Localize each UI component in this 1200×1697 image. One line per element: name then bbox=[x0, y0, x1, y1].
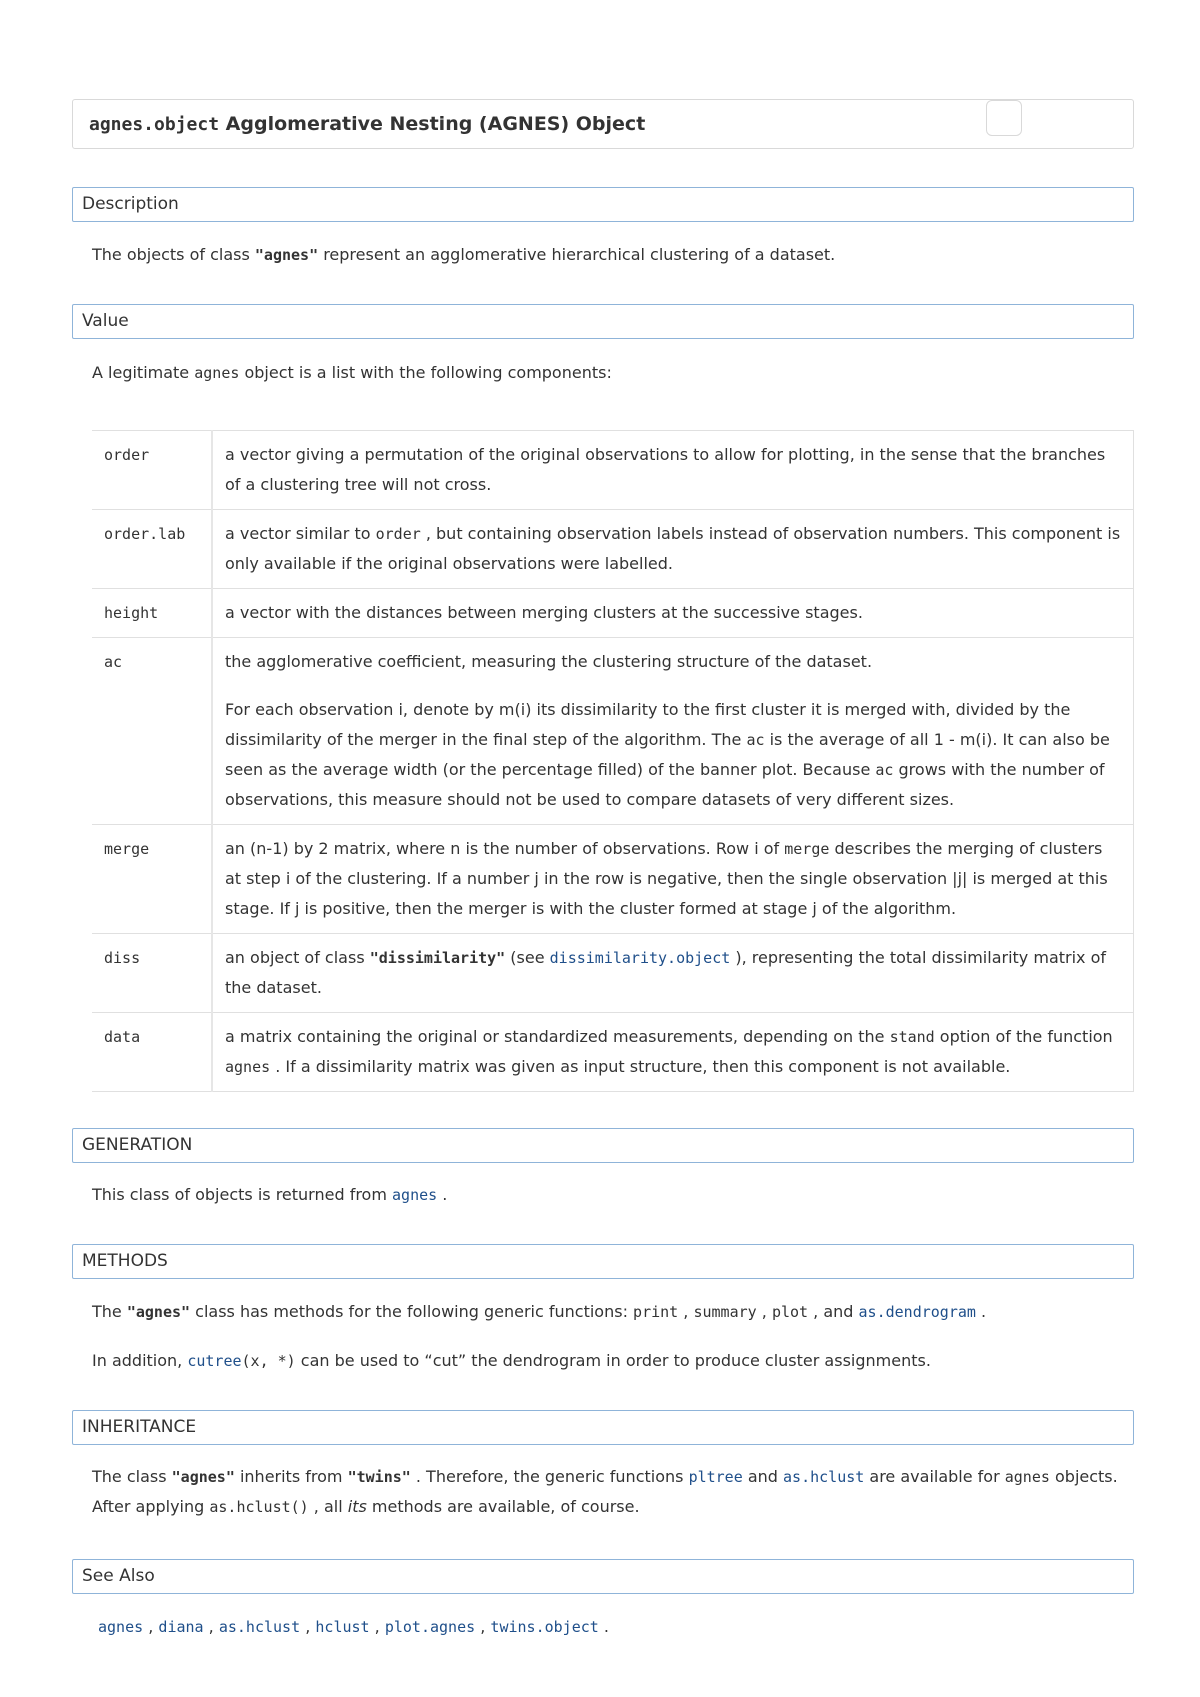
table-row bbox=[92, 431, 1134, 510]
component-name: height bbox=[92, 589, 212, 638]
table-row bbox=[92, 1013, 1134, 1092]
component-name: order.lab bbox=[92, 510, 212, 589]
table-row bbox=[92, 638, 1134, 825]
generation-text: This class of objects is returned from agnes . bbox=[92, 1185, 448, 1204]
component-name: diss bbox=[92, 934, 212, 1013]
component-name: merge bbox=[92, 825, 212, 934]
table-row bbox=[92, 934, 1134, 1013]
methods-text: The "agnes" class has methods for the following generic functions: print , summary , plot , and as.dendrogram . bbox=[92, 1302, 987, 1321]
as-dendrogram-link[interactable]: as.dendrogram bbox=[858, 1303, 976, 1321]
dissimilarity-object-link[interactable]: dissimilarity.object bbox=[549, 949, 731, 967]
see-also-link[interactable]: plot.agnes bbox=[384, 1618, 476, 1636]
component-desc: a vector giving a permutation of the original observations to allow for plotting, in the sense that the branches of a clustering tree will not cross. bbox=[212, 431, 1134, 510]
section-heading-inheritance: INHERITANCE bbox=[72, 1410, 1134, 1445]
section-heading-description: Description bbox=[72, 187, 1134, 222]
title-box bbox=[72, 99, 1134, 149]
title-code: agnes.object bbox=[89, 114, 220, 135]
see-also-link[interactable]: hclust bbox=[315, 1618, 370, 1636]
agnes-link[interactable]: agnes bbox=[392, 1186, 438, 1204]
component-name: ac bbox=[92, 638, 212, 825]
see-also-link[interactable]: agnes bbox=[98, 1618, 144, 1636]
as-hclust-link[interactable]: as.hclust bbox=[783, 1468, 865, 1486]
component-desc: a vector similar to order , but containing observation labels instead of observation numbers. This component is only available if the original observations were labelled. bbox=[212, 510, 1134, 589]
see-also-links: agnes , diana , as.hclust , hclust , plot.agnes , twins.object . bbox=[98, 1617, 609, 1636]
component-desc: an (n-1) by 2 matrix, where n is the number of observations. Row i of merge describes the merging of clusters at step i of the clustering. If a number j in the row is negative, then the single observation |j| is merged at this stage. If j is positive, then the merger is with the cluster formed at stage j of the algorithm. bbox=[212, 825, 1134, 934]
component-name: order bbox=[92, 431, 212, 510]
components-table bbox=[92, 430, 1134, 1092]
section-heading-generation: GENERATION bbox=[72, 1128, 1134, 1163]
component-desc: an object of class "dissimilarity" (see dissimilarity.object ), representing the total dissimilarity matrix of the dataset. bbox=[212, 934, 1134, 1013]
see-also-link[interactable]: twins.object bbox=[490, 1618, 599, 1636]
component-desc: the agglomerative coefficient, measuring the clustering structure of the dataset. For each observation i, denote by m(i) its dissimilarity to the first cluster it is merged with, divided by the dissimilarity of the merger in the final step of the algorithm. The ac is the average of all 1 - m(i). It can also be seen as the average width (or the percentage filled) of the banner plot. Because ac grows with the number of observations, this measure should not be used to compare datasets of very different sizes. bbox=[212, 638, 1134, 825]
cutree-link[interactable]: cutree bbox=[187, 1352, 242, 1370]
page-title bbox=[89, 113, 645, 135]
component-name: data bbox=[92, 1013, 212, 1092]
see-also-link[interactable]: diana bbox=[158, 1618, 204, 1636]
see-also-link[interactable]: as.hclust bbox=[218, 1618, 301, 1636]
section-heading-methods: METHODS bbox=[72, 1244, 1134, 1279]
section-heading-value: Value bbox=[72, 304, 1134, 339]
table-row bbox=[92, 589, 1134, 638]
table-row bbox=[92, 510, 1134, 589]
description-text: The objects of class "agnes" represent an agglomerative hierarchical clustering of a dataset. bbox=[92, 245, 836, 264]
pltree-link[interactable]: pltree bbox=[688, 1468, 743, 1486]
title-text: Agglomerative Nesting (AGNES) Object bbox=[225, 113, 646, 135]
value-intro: A legitimate agnes object is a list with the following components: bbox=[92, 363, 612, 382]
corner-button[interactable] bbox=[986, 100, 1022, 136]
inheritance-text: The class "agnes" inherits from "twins" . Therefore, the generic functions pltree and as.hclust are available for agnes objects. After applying as.hclust() , all its methods are available, of course. bbox=[92, 1467, 1118, 1516]
component-desc: a matrix containing the original or standardized measurements, depending on the stand option of the function agnes . If a dissimilarity matrix was given as input structure, then this component is not available. bbox=[212, 1013, 1134, 1092]
section-heading-see-also: See Also bbox=[72, 1559, 1134, 1594]
component-desc: a vector with the distances between merging clusters at the successive stages. bbox=[212, 589, 1134, 638]
methods-text-2: In addition, cutree(x, *) can be used to “cut” the dendrogram in order to produce cluster assignments. bbox=[92, 1351, 931, 1370]
table-row bbox=[92, 825, 1134, 934]
